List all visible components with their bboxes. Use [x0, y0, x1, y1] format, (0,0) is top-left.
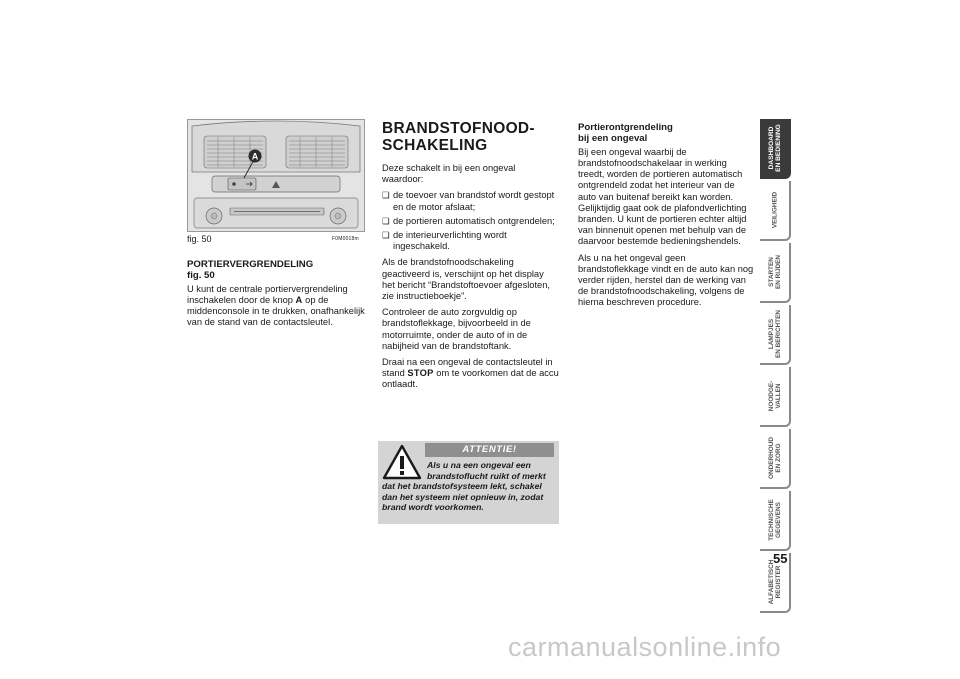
- paragraph-check-leak: Controleer de auto zorgvuldig op brandstoflekkage, bijvoorbeeld in de motorruimte, onder de auto of in de nabijheid van de brandstoftank.: [382, 307, 531, 351]
- intro-text: Deze schakelt in bij een ongeval waardoor:: [382, 163, 516, 185]
- right-paragraph-1: Bij een ongeval waarbij de brandstofnoodschakelaar in werking treedt, worden de portieren automatisch ontgrendeld zodat het interieur van de auto van buitenaf bereikt kan worden. Gelijktijdig gaat ook de plafondverlichting branden. U kunt de portieren echter altijd van binnenuit openen met behulp van de daarvoor bestemde bedieningshendels.: [578, 146, 747, 247]
- section-title-line2: SCHAKELING: [382, 137, 488, 154]
- tab-label: STARTEN EN RIJDEN: [767, 254, 782, 290]
- warning-box: [378, 441, 559, 524]
- page-number: 55: [773, 551, 788, 566]
- tab-emergencies[interactable]: [760, 367, 791, 427]
- section-title-line1: BRANDSTOFNOOD-: [382, 120, 535, 137]
- warning-rest: dat het brandstofsysteem lekt, schakel dan het systeem niet opnieuw in, zodat brand wordt voorkomen.: [382, 481, 544, 513]
- bullet-list: [382, 190, 559, 252]
- warning-line2: brandstoflucht ruikt of merkt: [427, 470, 546, 481]
- middle-column: [382, 120, 559, 396]
- right-heading: [578, 122, 754, 145]
- tab-label: LAMPJES EN BERICHTEN: [767, 310, 782, 358]
- tab-safety[interactable]: [760, 181, 791, 241]
- figure-label: fig. 50: [187, 234, 212, 244]
- right-paragraph-2: Als u na het ongeval geen brandstoflekkage vindt en de auto kan nog verder rijden, herstel dan de werking van de brandstofnoodschakeling, volgens de hierna beschreven procedure.: [578, 252, 754, 308]
- left-column: [187, 259, 365, 334]
- paragraph-display-message: Als de brandstofnoodschakeling geactiveerd is, verschijnt op het display het bericht “Brandstoftoevoer afgesloten, zie instructieboekje”.: [382, 257, 550, 302]
- figure-center-console: [187, 119, 365, 232]
- right-column: [578, 122, 754, 314]
- console-illustration: [188, 120, 364, 231]
- tab-starting-driving[interactable]: [760, 243, 791, 303]
- left-heading-line2: fig. 50: [187, 270, 215, 282]
- warning-line1: Als u na een ongeval een: [427, 460, 531, 470]
- warning-text: [382, 460, 557, 513]
- callout-letter: A: [251, 151, 259, 162]
- button-letter: A: [295, 295, 303, 306]
- left-heading: [187, 259, 365, 282]
- tab-label: ALFABETISCH REGISTER: [767, 559, 782, 605]
- left-paragraph: [187, 284, 365, 329]
- paragraph-ignition-stop: [382, 357, 559, 391]
- tab-label: ONDERHOUD EN ZORG: [767, 437, 782, 479]
- tab-label: VEILIGHEID: [770, 191, 778, 229]
- tab-dashboard[interactable]: [760, 119, 791, 179]
- watermark: carmanualsonline.info: [508, 632, 782, 662]
- ignition-text-start: Draai na een ongeval de contactsleutel in stand: [382, 357, 553, 379]
- tab-technical-data[interactable]: [760, 491, 791, 551]
- tab-maintenance[interactable]: [760, 429, 791, 489]
- ignition-text-end: om te voorkomen dat de accu ontlaadt.: [382, 368, 559, 390]
- figure-code: F0M0018m: [332, 236, 359, 242]
- list-item: ❏ de toevoer van brandstof wordt gestopt en de motor afslaat;: [382, 190, 559, 212]
- right-heading-line2: bij een ongeval: [578, 133, 648, 145]
- left-paragraph-end: op de middenconsole in te drukken, onafhankelijk van de stand van de contactsleutel.: [187, 295, 365, 328]
- tab-label: TECHNISCHE GEGEVENS: [767, 499, 782, 541]
- section-title: [382, 120, 559, 154]
- tab-label: DASHBOARD EN BEDIENING: [767, 124, 782, 172]
- warning-header: ATTENTIE!: [425, 443, 554, 457]
- left-heading-line1: PORTIERVERGRENDELING: [187, 259, 314, 270]
- right-heading-line1: Portierontgrendeling: [578, 122, 673, 133]
- list-item: ❏ de interieurverlichting wordt ingeschakeld.: [382, 230, 559, 252]
- tab-warning-lights[interactable]: [760, 305, 791, 365]
- stop-keyword: STOP: [407, 368, 434, 379]
- left-paragraph-start: U kunt de centrale portiervergrendeling inschakelen door de knop: [187, 283, 348, 306]
- list-item: ❏ de portieren automatisch ontgrendelen;: [382, 216, 559, 227]
- tab-label: NOODGE- VALLEN: [767, 380, 782, 412]
